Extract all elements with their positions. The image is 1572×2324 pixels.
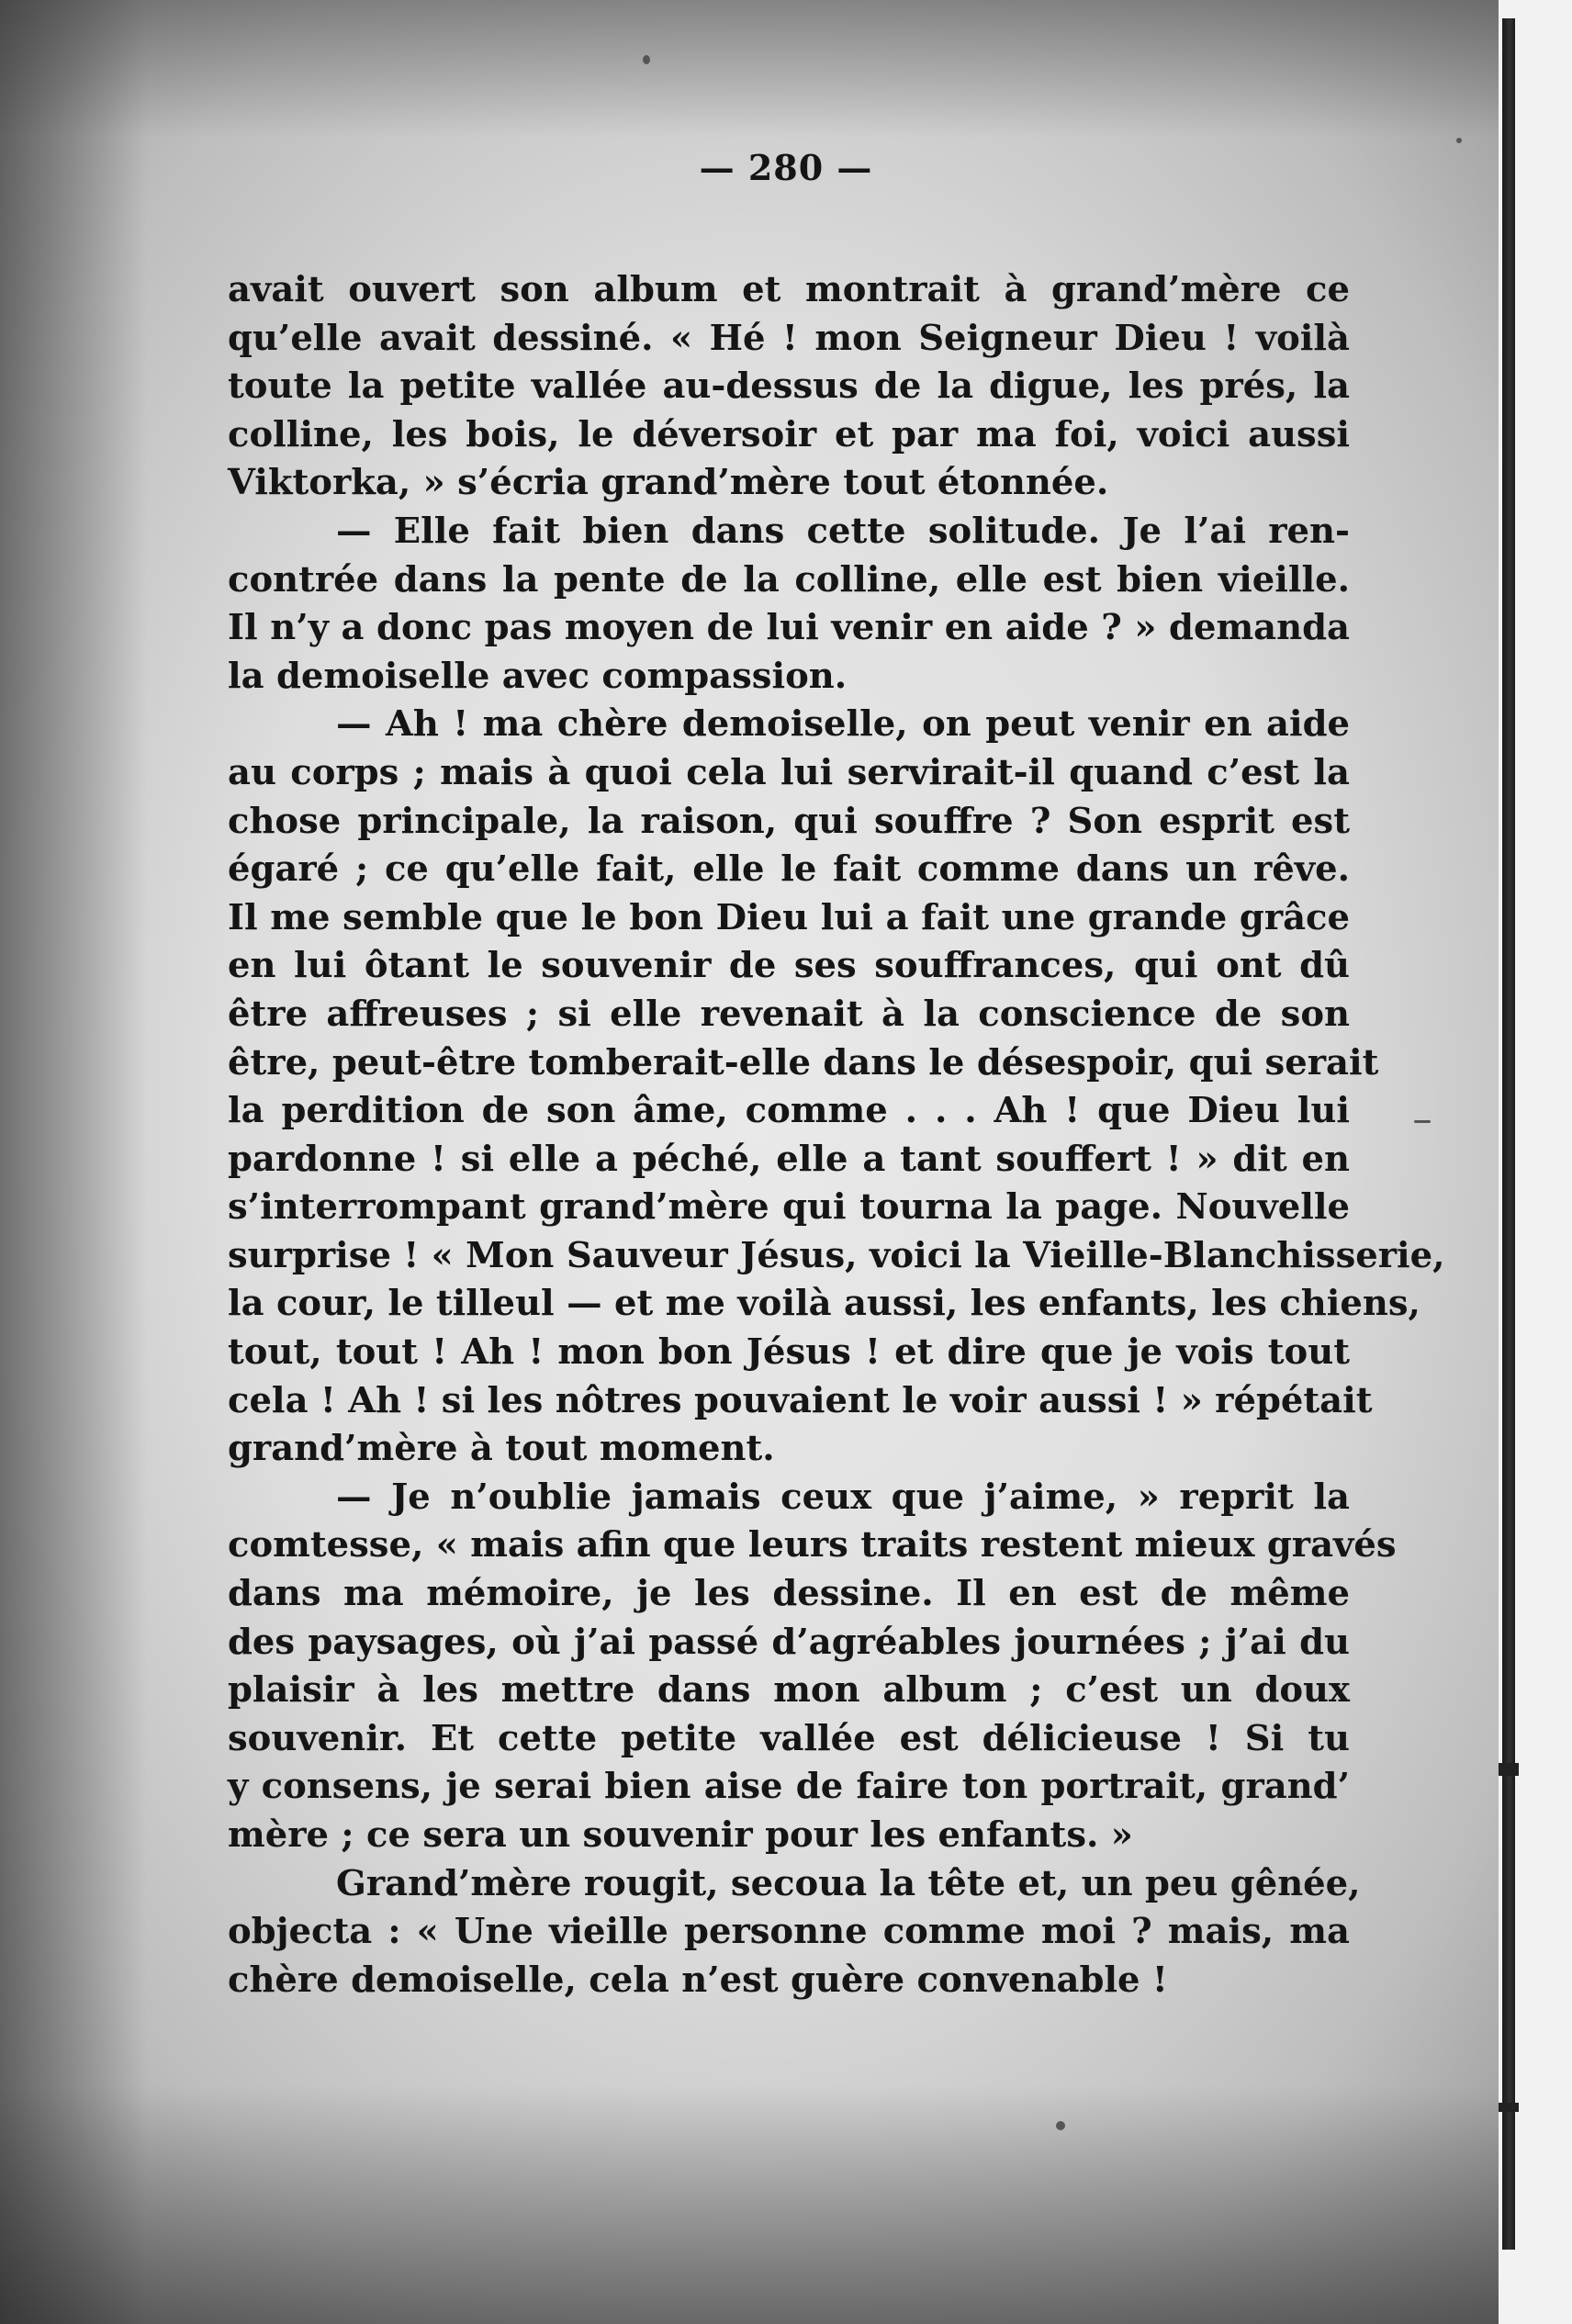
text-line: surprise ! « Mon Sauveur Jésus, voici la Vieille-Blanchisserie, <box>228 1234 1445 1276</box>
binding-edge <box>1502 18 1515 2250</box>
text-line: la perdition de son âme, comme . . . Ah ! que Dieu lui <box>228 1090 1350 1132</box>
body-text <box>228 266 1445 2004</box>
text-line: colline, les bois, le déversoir et par ma foi, voici aussi <box>228 413 1350 455</box>
paragraph <box>228 508 1350 701</box>
text-line: cela ! Ah ! si les nôtres pouvaient le voir aussi ! » répétait <box>228 1379 1373 1421</box>
binding-mark <box>1499 2103 1519 2112</box>
text-line: être affreuses ; si elle revenait à la conscience de son <box>228 993 1350 1035</box>
text-line: égaré ; ce qu’elle fait, elle le fait comme dans un rêve. <box>228 848 1350 891</box>
speck <box>1414 1120 1431 1123</box>
text-line: être, peut-être tomberait-elle dans le désespoir, qui serait <box>228 1041 1379 1083</box>
speck <box>643 55 650 64</box>
text-line: contrée dans la pente de la colline, elle est bien vieille. <box>228 558 1350 601</box>
text-line: s’interrompant grand’mère qui tourna la page. Nouvelle <box>228 1186 1350 1229</box>
text-line: la cour, le tilleul — et me voilà aussi, les enfants, les chiens, <box>228 1283 1420 1325</box>
text-line: Grand’mère rougit, secoua la tête et, un peu gênée, <box>336 1862 1361 1904</box>
text-line: avait ouvert son album et montrait à grand’mère ce <box>228 269 1350 310</box>
text-line: objecta : « Une vieille personne comme moi ? mais, ma <box>228 1911 1350 1953</box>
text-line: chère demoiselle, cela n’est guère convenable ! <box>228 1959 1168 2001</box>
text-line: qu’elle avait dessiné. « Hé ! mon Seigneur Dieu ! voilà <box>228 317 1350 359</box>
paragraph <box>228 1860 1361 2005</box>
text-line: — Je n’oublie jamais ceux que j’aime, » reprit la <box>336 1476 1350 1518</box>
speck <box>1456 138 1462 143</box>
text-line: Il n’y a donc pas moyen de lui venir en aide ? » demanda <box>228 607 1350 649</box>
text-line: mère ; ce sera un souvenir pour les enfants. » <box>228 1814 1133 1856</box>
page-number: — 280 — <box>699 147 873 188</box>
text-line: pardonne ! si elle a péché, elle a tant souffert ! » dit en <box>228 1138 1350 1180</box>
binding-mark <box>1499 1763 1519 1776</box>
text-line: comtesse, « mais afin que leurs traits restent mieux gravés <box>228 1524 1397 1566</box>
text-line: Il me semble que le bon Dieu lui a fait une grande grâce <box>228 896 1350 938</box>
text-line: au corps ; mais à quoi cela lui servirait-il quand c’est la <box>228 751 1350 793</box>
page-shadow-bottom <box>0 2085 1572 2324</box>
text-line: chose principale, la raison, qui souffre ? Son esprit est <box>228 800 1350 842</box>
page-shadow-top <box>0 0 1572 138</box>
page-shadow-left <box>0 0 147 2324</box>
text-line: grand’mère à tout moment. <box>228 1428 775 1470</box>
speck <box>1056 2121 1065 2130</box>
paragraph <box>228 1474 1397 1860</box>
paragraph <box>228 701 1445 1474</box>
paragraph <box>228 266 1350 508</box>
text-line: tout, tout ! Ah ! mon bon Jésus ! et dire que je vois tout <box>228 1331 1350 1374</box>
text-line: souvenir. Et cette petite vallée est délicieuse ! Si tu <box>228 1717 1350 1759</box>
text-line: — Elle fait bien dans cette solitude. Je l’ai ren- <box>336 510 1350 552</box>
text-line: toute la petite vallée au-dessus de la digue, les prés, la <box>228 365 1350 408</box>
text-line: y consens, je serai bien aise de faire ton portrait, grand’ <box>228 1766 1350 1808</box>
text-line: des paysages, où j’ai passé d’agréables journées ; j’ai du <box>228 1621 1350 1663</box>
text-line: — Ah ! ma chère demoiselle, on peut venir en aide <box>336 703 1350 746</box>
text-line: dans ma mémoire, je les dessine. Il en est de même <box>228 1573 1350 1615</box>
text-line: Viktorka, » s’écria grand’mère tout étonnée. <box>228 462 1109 504</box>
text-line: la demoiselle avec compassion. <box>228 655 848 697</box>
text-line: en lui ôtant le souvenir de ses souffrances, qui ont dû <box>228 945 1350 987</box>
text-line: plaisir à les mettre dans mon album ; c’est un doux <box>228 1669 1350 1712</box>
